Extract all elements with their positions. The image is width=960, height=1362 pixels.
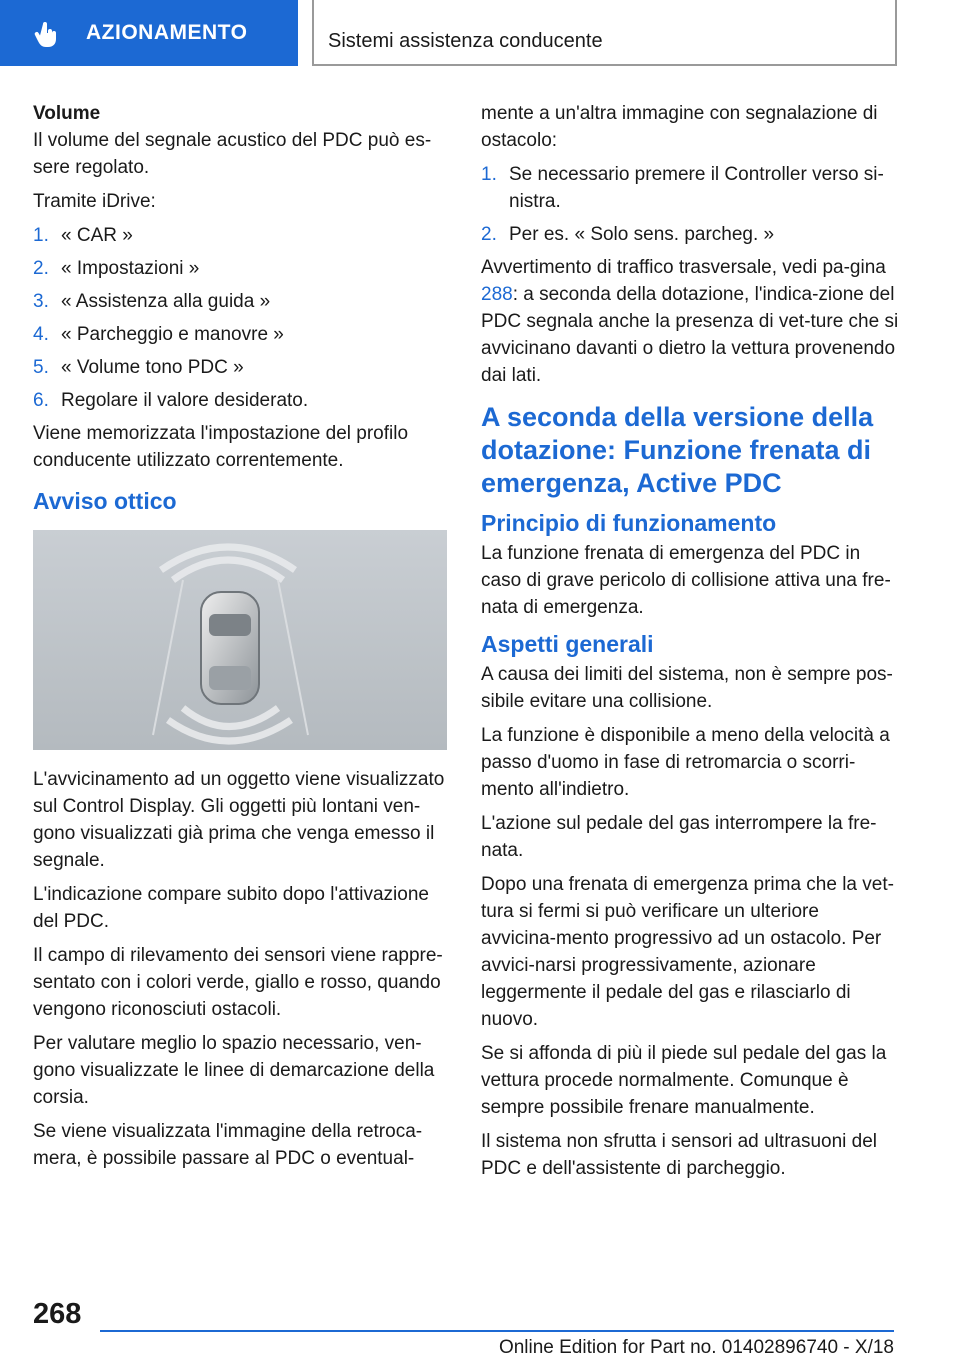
continued-text: mente a un'altra immagine con segnalazione di ostacolo:	[481, 103, 878, 151]
volume-steps	[33, 222, 451, 414]
list-item	[33, 222, 451, 249]
step-number: 2.	[481, 224, 497, 245]
idrive-intro: Tramite iDrive:	[33, 191, 156, 212]
cross-traffic-post: : a seconda della dotazione, l'indica-zione del PDC segnala anche la presenza di vet-ture che si avvicinano davanti o dietro la vettura provenendo dai lati.	[481, 284, 899, 386]
step-number: 4.	[33, 324, 49, 345]
cross-traffic-text	[481, 254, 899, 389]
step-text: « Volume tono PDC »	[61, 357, 244, 378]
section-title: AZIONAMENTO	[86, 21, 248, 44]
edition-text: Online Edition for Part no. 01402896740 - X/18	[498, 1337, 894, 1358]
general-paragraph: L'azione sul pedale del gas interrompere la fre-nata.	[481, 813, 877, 861]
list-item	[33, 288, 451, 315]
volume-heading: Volume	[33, 103, 101, 124]
list-item	[481, 161, 899, 215]
general-heading: Aspetti generali	[481, 631, 654, 657]
memory-text: Viene memorizzata l'impostazione del profilo conducente utilizzato correntemente.	[33, 423, 409, 471]
volume-text: Il volume del segnale acustico del PDC può es-sere regolato.	[33, 130, 432, 178]
step-text: Regolare il valore desiderato.	[61, 390, 309, 411]
visual-paragraph: Il campo di rilevamento dei sensori viene rappre-sentato con i colori verde, giallo e rosso, quando vengono riconosciuti ostacoli.	[33, 945, 443, 1020]
list-item	[481, 221, 899, 248]
step-text: « Impostazioni »	[61, 258, 200, 279]
step-number: 5.	[33, 357, 49, 378]
list-item	[33, 321, 451, 348]
visual-paragraph: Se viene visualizzata l'immagine della retroca-mera, è possibile passare al PDC o eventual-	[33, 1121, 423, 1169]
step-text: Se necessario premere il Controller verso si-nistra.	[509, 164, 884, 212]
chapter-box	[312, 0, 897, 66]
right-column	[481, 100, 899, 1189]
list-item	[33, 354, 451, 381]
general-paragraph: Se si affonda di più il piede sul pedale del gas la vettura procede normalmente. Comunque è sempre possibile frenare manualmente.	[481, 1043, 887, 1118]
pdc-display-illustration	[33, 530, 447, 750]
list-item	[33, 387, 451, 414]
hand-pointer-icon	[34, 22, 60, 48]
step-text: « CAR »	[61, 225, 133, 246]
footer-divider	[100, 1330, 894, 1332]
cross-traffic-pre: Avvertimento di traffico trasversale, vedi pa-gina	[481, 257, 886, 278]
step-number: 3.	[33, 291, 49, 312]
switch-steps	[481, 161, 899, 248]
section-tab	[0, 0, 298, 66]
visual-paragraph: L'indicazione compare subito dopo l'attivazione del PDC.	[33, 884, 429, 932]
list-item	[33, 255, 451, 282]
visual-heading: Avviso ottico	[33, 488, 177, 514]
general-paragraph: Il sistema non sfrutta i sensori ad ultrasuoni del PDC e dell'assistente di parcheggio.	[481, 1131, 878, 1179]
step-number: 2.	[33, 258, 49, 279]
step-number: 6.	[33, 390, 49, 411]
step-number: 1.	[33, 225, 49, 246]
visual-paragraph: L'avvicinamento ad un oggetto viene visualizzato sul Control Display. Gli oggetti più lontani ven-gono visualizzati già prima che venga emesso il segnale.	[33, 769, 445, 871]
page-link-288[interactable]: 288	[481, 284, 513, 305]
left-column	[33, 100, 451, 1179]
principle-text: La funzione frenata di emergenza del PDC in caso di grave pericolo di collisione attiva una fre-nata di emergenza.	[481, 543, 891, 618]
main-heading: A seconda della versione della dotazione: Funzione frenata di emergenza, Active PDC	[481, 402, 874, 498]
visual-paragraph: Per valutare meglio lo spazio necessario, ven-gono visualizzate le linee di demarcazione della corsia.	[33, 1033, 435, 1108]
principle-heading: Principio di funzionamento	[481, 510, 777, 536]
step-text: « Parcheggio e manovre »	[61, 324, 284, 345]
step-text: « Assistenza alla guida »	[61, 291, 271, 312]
step-number: 1.	[481, 164, 497, 185]
general-paragraph: Dopo una frenata di emergenza prima che la vet-tura si fermi si può verificare un ulteriore avvicina-mento progressivo ad un ostacolo. Per avvici-narsi progressivamente, azionare leggermente il pedale del gas e rilasciarlo di nuovo.	[481, 874, 894, 1030]
step-text: Per es. « Solo sens. parcheg. »	[509, 224, 775, 245]
page-header	[0, 0, 960, 66]
chapter-title: Sistemi assistenza conducente	[328, 30, 603, 52]
page-number: 268	[33, 1298, 82, 1330]
general-paragraph: A causa dei limiti del sistema, non è sempre pos-sibile evitare una collisione.	[481, 664, 893, 712]
general-paragraph: La funzione è disponibile a meno della velocità a passo d'uomo in fase di retromarcia o scorri-mento all'indietro.	[481, 725, 890, 800]
